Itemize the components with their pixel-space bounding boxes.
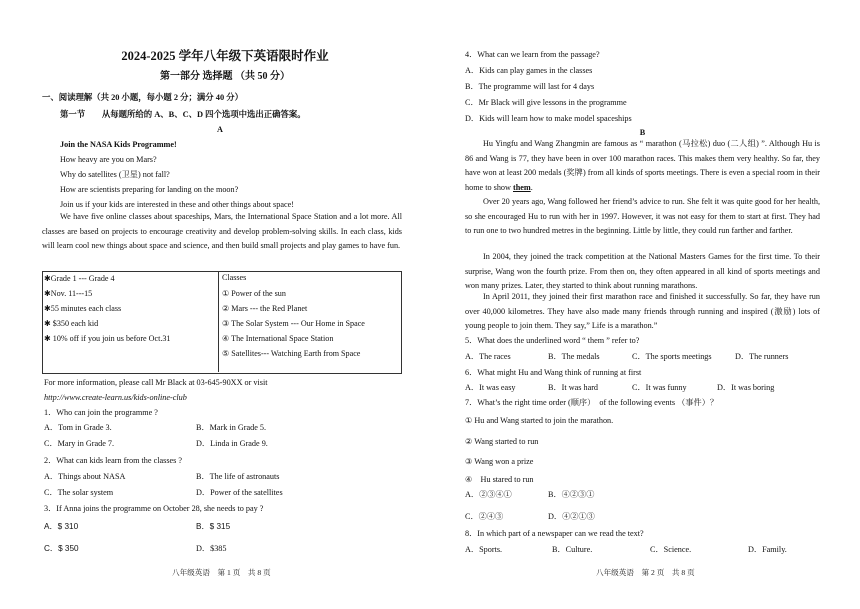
table-divider <box>218 271 219 372</box>
q8-option-d[interactable]: D．Family. <box>748 545 787 554</box>
passage-label-b: B <box>639 128 646 137</box>
table-left-3: ✱55 minutes each class <box>44 304 122 313</box>
paragraph-4-text: In April 2011, they joined their first marathon race and finished it successfully. So far, they have run over 40,000 kilometres. They have also made many friends through running and inspired (激励) lots of young people to join them. They say,” Life is a marathon.” <box>465 292 820 331</box>
q7-stem: 7．What’s the right time order (顺序） of the following events （事件）？ <box>465 398 719 407</box>
q1-option-c[interactable]: C．Mary in Grade 7. <box>44 439 115 448</box>
q5-option-c[interactable]: C．The sports meetings <box>632 352 712 361</box>
passage-b-paragraph-3 <box>465 250 820 294</box>
q1-stem: 1．Who can join the programme ? <box>44 408 158 417</box>
table-left-1: ✱Grade 1 --- Grade 4 <box>44 274 115 283</box>
q3-option-a[interactable]: A．$ 310 <box>44 522 79 531</box>
table-right-4: ④ The International Space Station <box>222 334 334 343</box>
q1-option-d[interactable]: D．Linda in Grade 9. <box>196 439 268 448</box>
table-left-5: ✱ 10% off if you join us before Oct.31 <box>44 334 171 343</box>
q3-stem: 3．If Anna joins the programme on October 28, she needs to pay ? <box>44 504 264 513</box>
q6-stem: 6．What might Hu and Wang think of running at first <box>465 368 642 377</box>
table-right-2: ② Mars --- the Red Planet <box>222 304 308 313</box>
q7-event-2: ② Wang started to run <box>465 437 539 446</box>
table-right-5: ⑤ Satellites--- Watching Earth from Space <box>222 349 361 358</box>
q5-option-a[interactable]: A．The races <box>465 352 511 361</box>
q1-option-a[interactable]: A．Tom in Grade 3. <box>44 423 112 432</box>
underlined-them: them <box>513 182 531 192</box>
q5-option-d[interactable]: D．The runners <box>735 352 789 361</box>
q6-option-d[interactable]: D．It was boring <box>717 383 775 392</box>
q5-option-b[interactable]: B．The medals <box>548 352 600 361</box>
question-line-2: Why do satellites (卫星) not fall? <box>60 170 170 179</box>
intro-paragraph <box>42 210 402 254</box>
q2-option-c[interactable]: C．The solar system <box>44 488 114 497</box>
paragraph-3-text: In 2004, they joined the track competition at the National Masters Games for the first time. To their surprise, Wang won the fourth prize. From then on, they often appeared in all kind of sports meetings and won many prizes. Later, they started to think about running marathons. <box>465 252 820 291</box>
paragraph-2-text: Over 20 years ago, Wang followed her friend’s advice to run. She felt it was quite good for her health, so she encouraged Hu to run with her in 1997. However, it was not easy for them to start at first. They had to run one to two hundred metres in the beginning. Little by little, they could run farther and farther. <box>465 197 820 236</box>
paragraph-1-text: Hu Yingfu and Wang Zhangmin are famous as “ marathon (马拉松) duo (二人组) ”. Although Hu is 86 and Wang is 77, they have been in over 100 marathon races. This makes them very healthy. So far, they have won at least 200 medals (奖牌) from all kinds of sports meetings. There is even a special room in their home to show <box>465 139 820 192</box>
q8-option-a[interactable]: A．Sports. <box>465 545 503 554</box>
passage-label-a: A <box>217 125 223 134</box>
q4-option-a[interactable]: A．Kids can play games in the classes <box>465 66 593 75</box>
question-line-1: How heavy are you on Mars? <box>60 155 157 164</box>
q3-option-c[interactable]: C．$ 350 <box>44 544 79 553</box>
q7-event-3: ③ Wang won a prize <box>465 457 534 466</box>
q3-option-b[interactable]: B．$ 315 <box>196 522 231 531</box>
q4-option-d[interactable]: D．Kids will learn how to make model spaceships <box>465 114 632 123</box>
q6-option-b[interactable]: B．It was hard <box>548 383 599 392</box>
q2-option-a[interactable]: A．Things about NASA <box>44 472 126 481</box>
page-1-footer: 八年级英语 第 1 页 共 8 页 <box>172 568 271 577</box>
question-line-4: Join us if your kids are interested in these and other things about space! <box>60 200 294 209</box>
q5-stem: 5．What does the underlined word “ them ” refer to? <box>465 336 640 345</box>
more-info: For more information, please call Mr Black at 03-645-90XX or visit <box>44 378 268 387</box>
club-url[interactable]: http://www.create-learn.us/kids-online-club <box>44 393 187 402</box>
section-instruction: 第一节 从每题所给的 A、B、C、D 四个选项中选出正确答案。 <box>60 110 306 119</box>
q7-option-d[interactable]: D．④②①③ <box>548 512 595 521</box>
q4-option-c[interactable]: C．Mr Black will give lessons in the programme <box>465 98 627 107</box>
passage-b-paragraph-4 <box>465 290 820 334</box>
section-heading: 一、阅读理解（共 20 小题，每小题 2 分；满分 40 分） <box>42 93 243 102</box>
question-line-3: How are scientists preparing for landing on the moon? <box>60 185 239 194</box>
q7-option-b[interactable]: B．④②③① <box>548 490 595 499</box>
q2-option-b[interactable]: B．The life of astronauts <box>196 472 280 481</box>
q7-event-4: ④ Hu stared to run <box>465 475 534 484</box>
table-left-2: ✱Nov. 11---15 <box>44 289 93 298</box>
table-right-3: ③ The Solar System --- Our Home in Space <box>222 319 365 328</box>
q2-option-d[interactable]: D．Power of the satellites <box>196 488 283 497</box>
passage-title: Join the NASA Kids Programme! <box>60 140 177 149</box>
passage-b-paragraph-1 <box>465 137 820 195</box>
q8-option-b[interactable]: B．Culture. <box>552 545 593 554</box>
q7-option-c[interactable]: C．②④③ <box>465 512 504 521</box>
exam-title: 2024-2025 学年八年级下英语限时作业 <box>121 49 329 63</box>
q4-stem: 4．What can we learn from the passage? <box>465 50 600 59</box>
intro-paragraph-text: We have five online classes about spaceships, Mars, the International Space Station and a lot more. All classes are based on projects to encourage creativity and develop problem-solving skills. In each class, kids will learn cool new things about space and science, and then build small projects and play games to have fun. <box>42 212 402 251</box>
q4-option-b[interactable]: B．The programme will last for 4 days <box>465 82 595 91</box>
part-title: 第一部分 选择题 （共 50 分） <box>160 71 290 82</box>
q8-option-c[interactable]: C．Science. <box>650 545 692 554</box>
q3-option-d[interactable]: D．$385 <box>196 544 227 553</box>
q2-stem: 2．What can kids learn from the classes ? <box>44 456 183 465</box>
q6-option-a[interactable]: A．It was easy <box>465 383 516 392</box>
table-right-header: Classes <box>222 273 247 282</box>
q6-option-c[interactable]: C．It was funny <box>632 383 687 392</box>
q7-event-1: ① Hu and Wang started to join the marathon. <box>465 416 614 425</box>
q1-option-b[interactable]: B．Mark in Grade 5. <box>196 423 267 432</box>
q7-option-a[interactable]: A．②③④① <box>465 490 512 499</box>
paragraph-1-end: . <box>530 182 533 192</box>
table-left-4: ✱ $350 each kid <box>44 319 99 328</box>
passage-b-paragraph-2 <box>465 195 820 239</box>
table-right-1: ① Power of the sun <box>222 289 286 298</box>
q8-stem: 8．In which part of a newspaper can we read the text? <box>465 529 644 538</box>
page-2-footer: 八年级英语 第 2 页 共 8 页 <box>596 568 695 577</box>
